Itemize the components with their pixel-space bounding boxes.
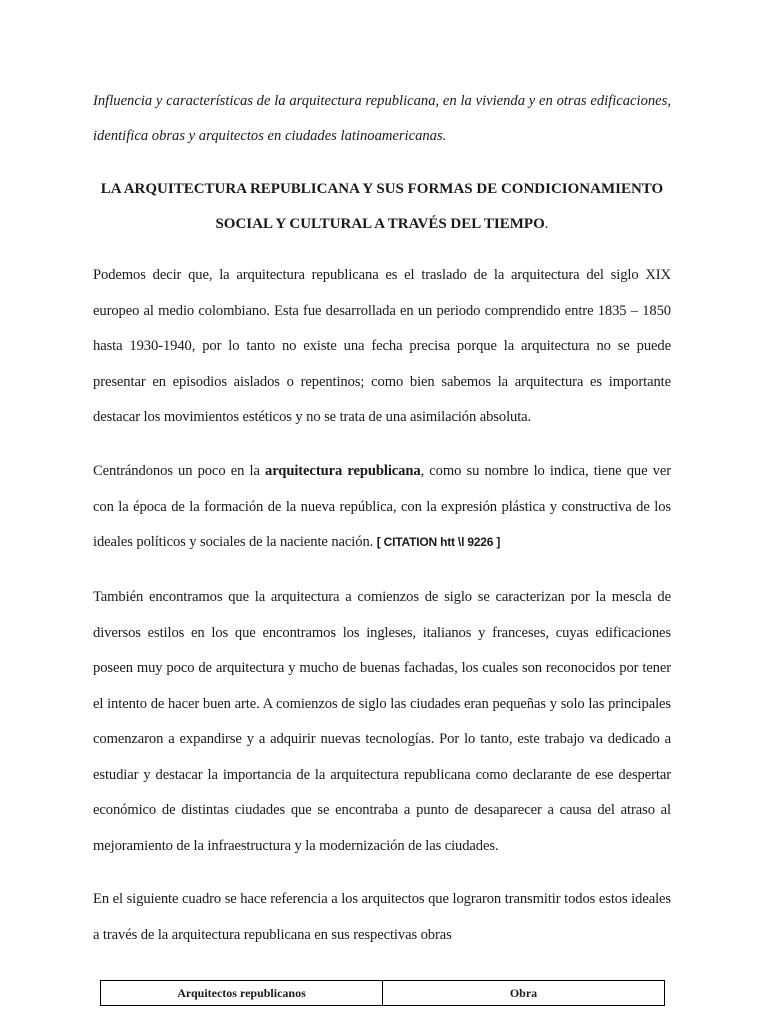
architects-table [100, 980, 665, 1006]
paragraph-4: En el siguiente cuadro se hace referencia a los arquitectos que lograron transmitir todos estos ideales a través de la arquitectura republicana en sus respectivas obras [93, 891, 671, 943]
paragraph-1: Podemos decir que, la arquitectura republicana es el traslado de la arquitectura del siglo XIX europeo al medio colombiano. Esta fue desarrollada en un periodo comprendido entre 1835 – 1850 hasta 1930-1940, por lo tanto no existe una fecha precisa porque la arquitectura no se puede presentar en episodios aislados o repentinos; como bien sabemos la arquitectura es importante destacar los movimientos estéticos y no se trata de una asimilación absoluta. [93, 267, 671, 425]
paragraph-3: También encontramos que la arquitectura a comienzos de siglo se caracterizan por la mescla de diversos estilos en los que encontramos los ingleses, italianos y franceses, cuyas edificaciones poseen muy poco de arquitectura y mucho de buenas fachadas, los cuales son reconocidos por tener el intento de hacer buen arte. A comienzos de siglo las ciudades eran pequeñas y solo las principales comenzaron a expandirse y a adquirir nuevas tecnologías. Por lo tanto, este trabajo va dedicado a estudiar y destacar la importancia de la arquitectura republicana como declarante de ese despertar económico de distintas ciudades que se encontraba a punto de desaparecer a causa del atraso al mejoramiento de la infraestructura y la modernización de las ciudades. [93, 589, 671, 854]
heading-period: . [544, 216, 549, 232]
paragraph-2-bold-term: arquitectura republicana [265, 463, 421, 479]
citation-field: [ CITATION htt \l 9226 ] [376, 535, 501, 549]
heading-text: LA ARQUITECTURA REPUBLICANA Y SUS FORMAS DE CONDICIONAMIENTO SOCIAL Y CULTURAL A TRAVÉS DEL TIEMPO [100, 181, 664, 232]
paragraph-2-text-start: Centrándonos un poco en la [93, 463, 265, 479]
intro-text: Influencia y características de la arquitectura republicana, en la vivienda y en otras edificaciones, identifica obras y arquitectos en ciudades latinoamericanas. [93, 93, 671, 144]
section-heading [80, 172, 684, 242]
paragraph-2 [93, 454, 671, 561]
table-header-work: Obra [509, 986, 538, 1000]
table-header-architects: Arquitectos republicanos [101, 981, 383, 1005]
paragraph-2-text-end: , como su nombre lo indica, tiene que ver con la época de la formación de la nueva república, con la expresión plástica y constructiva de los ideales políticos y sociales de la naciente nación. [93, 463, 671, 550]
